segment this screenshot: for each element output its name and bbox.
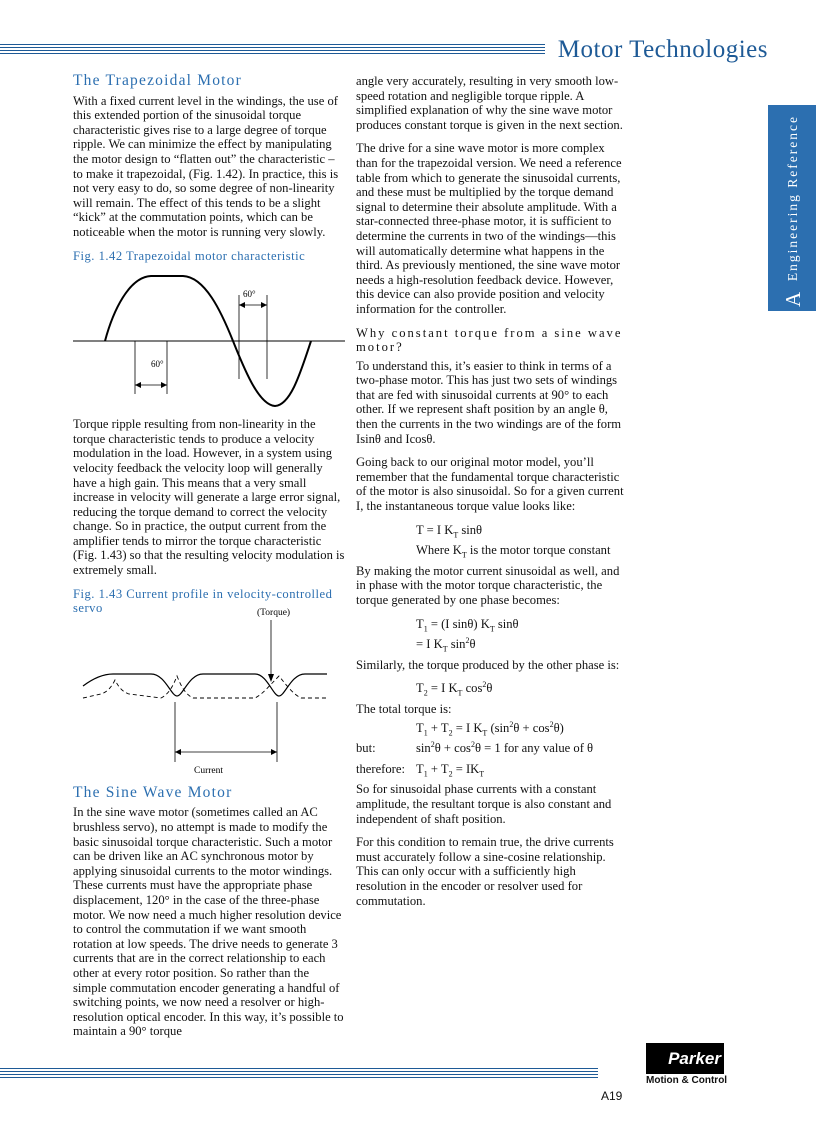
- angle-label-bottom: 60°: [151, 359, 164, 370]
- paragraph-sinusoidal: By making the motor current sinusoidal as well, and in phase with the motor torque characteristic, the torque generated by one phase becomes:: [356, 563, 620, 607]
- current-curve: [83, 676, 327, 698]
- current-profile-figure: [73, 606, 345, 776]
- paragraph-other-phase: Similarly, the torque produced by the other phase is:: [356, 657, 620, 672]
- equation-phase2: $T_2 = I$ $K_T$ $\cos^2\theta$: [416, 680, 493, 698]
- section-name: Engineering Reference: [785, 115, 800, 282]
- page-number: A19: [601, 1089, 623, 1103]
- heading-trapezoidal: The Trapezoidal Motor: [73, 72, 242, 89]
- equation-where: Where $K_T$ is the motor torque constant: [416, 543, 611, 560]
- trapezoidal-characteristic-figure: [73, 269, 345, 417]
- arrowhead: [161, 382, 167, 388]
- page-title: Motor Technologies: [557, 36, 768, 63]
- paragraph-total: The total torque is:: [356, 701, 452, 716]
- torque-label: (Torque): [257, 607, 291, 618]
- torque-curve: [83, 674, 327, 696]
- subheading-constant-torque: Why constant torque from a sine wave motor?: [356, 325, 623, 355]
- footer-rule: [0, 1068, 598, 1080]
- equation-phase1-simplified: = I $K_T$ $\sin^2\theta$: [416, 636, 476, 654]
- arrowhead: [271, 749, 277, 755]
- arrowhead: [261, 302, 267, 308]
- current-label: Current: [194, 765, 224, 776]
- arrowhead: [135, 382, 141, 388]
- equation-total: $T_1 + T_2 = I$ $K_T$ $(\sin^2\theta + \cos^2\theta)$: [416, 719, 564, 738]
- paragraph-trapezoidal: With a fixed current level in the windings, the use of this extended portion of the sinusoidal torque characteristic gives rise to a large degree of torque ripple. We can minimize the effect by manipulating the motor design to “flatten out” the characteristic – to make it trapezoidal, (Fig. 1.42). In practice, this is not very easy to do, so some degree of non-linearity will remain. The effect of this tends to be a slight “kick” at the commutation points, which can be noticeable when the motor is running very slowly.: [73, 93, 339, 239]
- paragraph-two-phase: To understand this, it’s easier to think in terms of a two-phase motor. This has just two sets of windings that are fed with sinusoidal currents at 90° to each other. If we represent shaft position by an angle θ, then the currents in the two windings are of the form Isinθ and Icosθ.: [356, 358, 622, 446]
- fig43-caption: Fig. 1.43 Current profile in velocity-controlled servo: [73, 586, 333, 616]
- equation-result: therefore: $T_1 + T_2 = IK_T$: [356, 761, 485, 779]
- equation-phase1: $T_1 = (I$ sinθ) $K_T$ sinθ: [416, 616, 519, 634]
- paragraph-drive: The drive for a sine wave motor is more complex than for the trapezoidal version. We need a reference table from which to generate the sinusoidal currents, and these must be multiplied by the torque demand signal to determine their absolute amplitude. With a star-connected three-phase motor, it is sufficient to determine the currents in two of the windings—this will automatically determine what happens in the third. As previously mentioned, the sine wave motor needs a high-resolution feedback device. However, this device can also provide position and velocity information for the controller.: [356, 141, 622, 316]
- right-column: [356, 74, 628, 917]
- angle-label-top: 60°: [243, 289, 256, 300]
- arrowhead: [239, 302, 245, 308]
- paragraph-sine-wave: In the sine wave motor (sometimes called an AC brushless servo), no attempt is made to modify the basic sinusoidal torque characteristic. Such a motor can be driven like an AC synchronous motor by applying sinusoidal currents to the motor windings. These currents must have the appropriate phase displacement, 120° in the case of the three-phase motor. We now need a much higher resolution device to control the commutation if we want smooth rotation at low speeds. The drive needs to generate 3 currents that are in the correct relationship to each other at every rotor position. So rather than the simple commutation encoder generating a handful of switching points, we now need a resolver or high-resolution optical encoder. In this way, it’s possible to maintain a 90° torque: [73, 805, 344, 1039]
- section-tab: [768, 105, 816, 311]
- arrowhead: [268, 674, 274, 682]
- paragraph-conclusion: So for sinusoidal phase currents with a constant amplitude, the resultant torque is also constant and independent of shaft position.: [356, 782, 612, 826]
- left-column: [73, 74, 345, 1048]
- paragraph-motor-model: Going back to our original motor model, you’ll remember that the fundamental torque characteristic of the motor is also sinusoidal. So for a given current I, the instantaneous torque value looks like:: [356, 455, 624, 514]
- heading-sine-wave: The Sine Wave Motor: [73, 783, 233, 801]
- logo-tagline: Motion & Control: [646, 1075, 728, 1086]
- equation-torque: T = I $K_T$ sinθ: [416, 522, 483, 540]
- section-letter: A: [781, 291, 805, 307]
- paragraph-condition: For this condition to remain true, the drive currents must accurately follow a sine-cosine relationship. This can only occur with a sufficiently high resolution in the encoder or resolver used for commutation.: [356, 835, 614, 908]
- fig42-caption: Fig. 1.42 Trapezoidal motor characteristic: [73, 248, 306, 263]
- section-tab-label: [781, 115, 806, 307]
- equation-identity: but: $\sin^2\theta + \cos^2\theta = 1$ for any value of θ: [356, 739, 594, 756]
- parker-logo: [646, 1043, 728, 1086]
- logo-mark: Parker: [646, 1043, 724, 1074]
- header-rule: [0, 44, 545, 58]
- arrowhead: [175, 749, 181, 755]
- paragraph-continued: angle very accurately, resulting in very smooth low-speed rotation and negligible torque ripple. A simplified explanation of why the sine wave motor produces constant torque is given in the next section.: [356, 74, 623, 132]
- paragraph-ripple: Torque ripple resulting from non-linearity in the torque characteristic tends to produce a velocity modulation in the load. However, in a system using velocity feedback the velocity loop will generally have a high gain. This means that a very small increase in velocity will generate a large error signal, reducing the torque demand to correct the velocity change. So in practice, the output current from the amplifier tends to mirror the torque characteristic (Fig. 1.43) so that the resulting velocity modulation is extremely small.: [73, 417, 345, 578]
